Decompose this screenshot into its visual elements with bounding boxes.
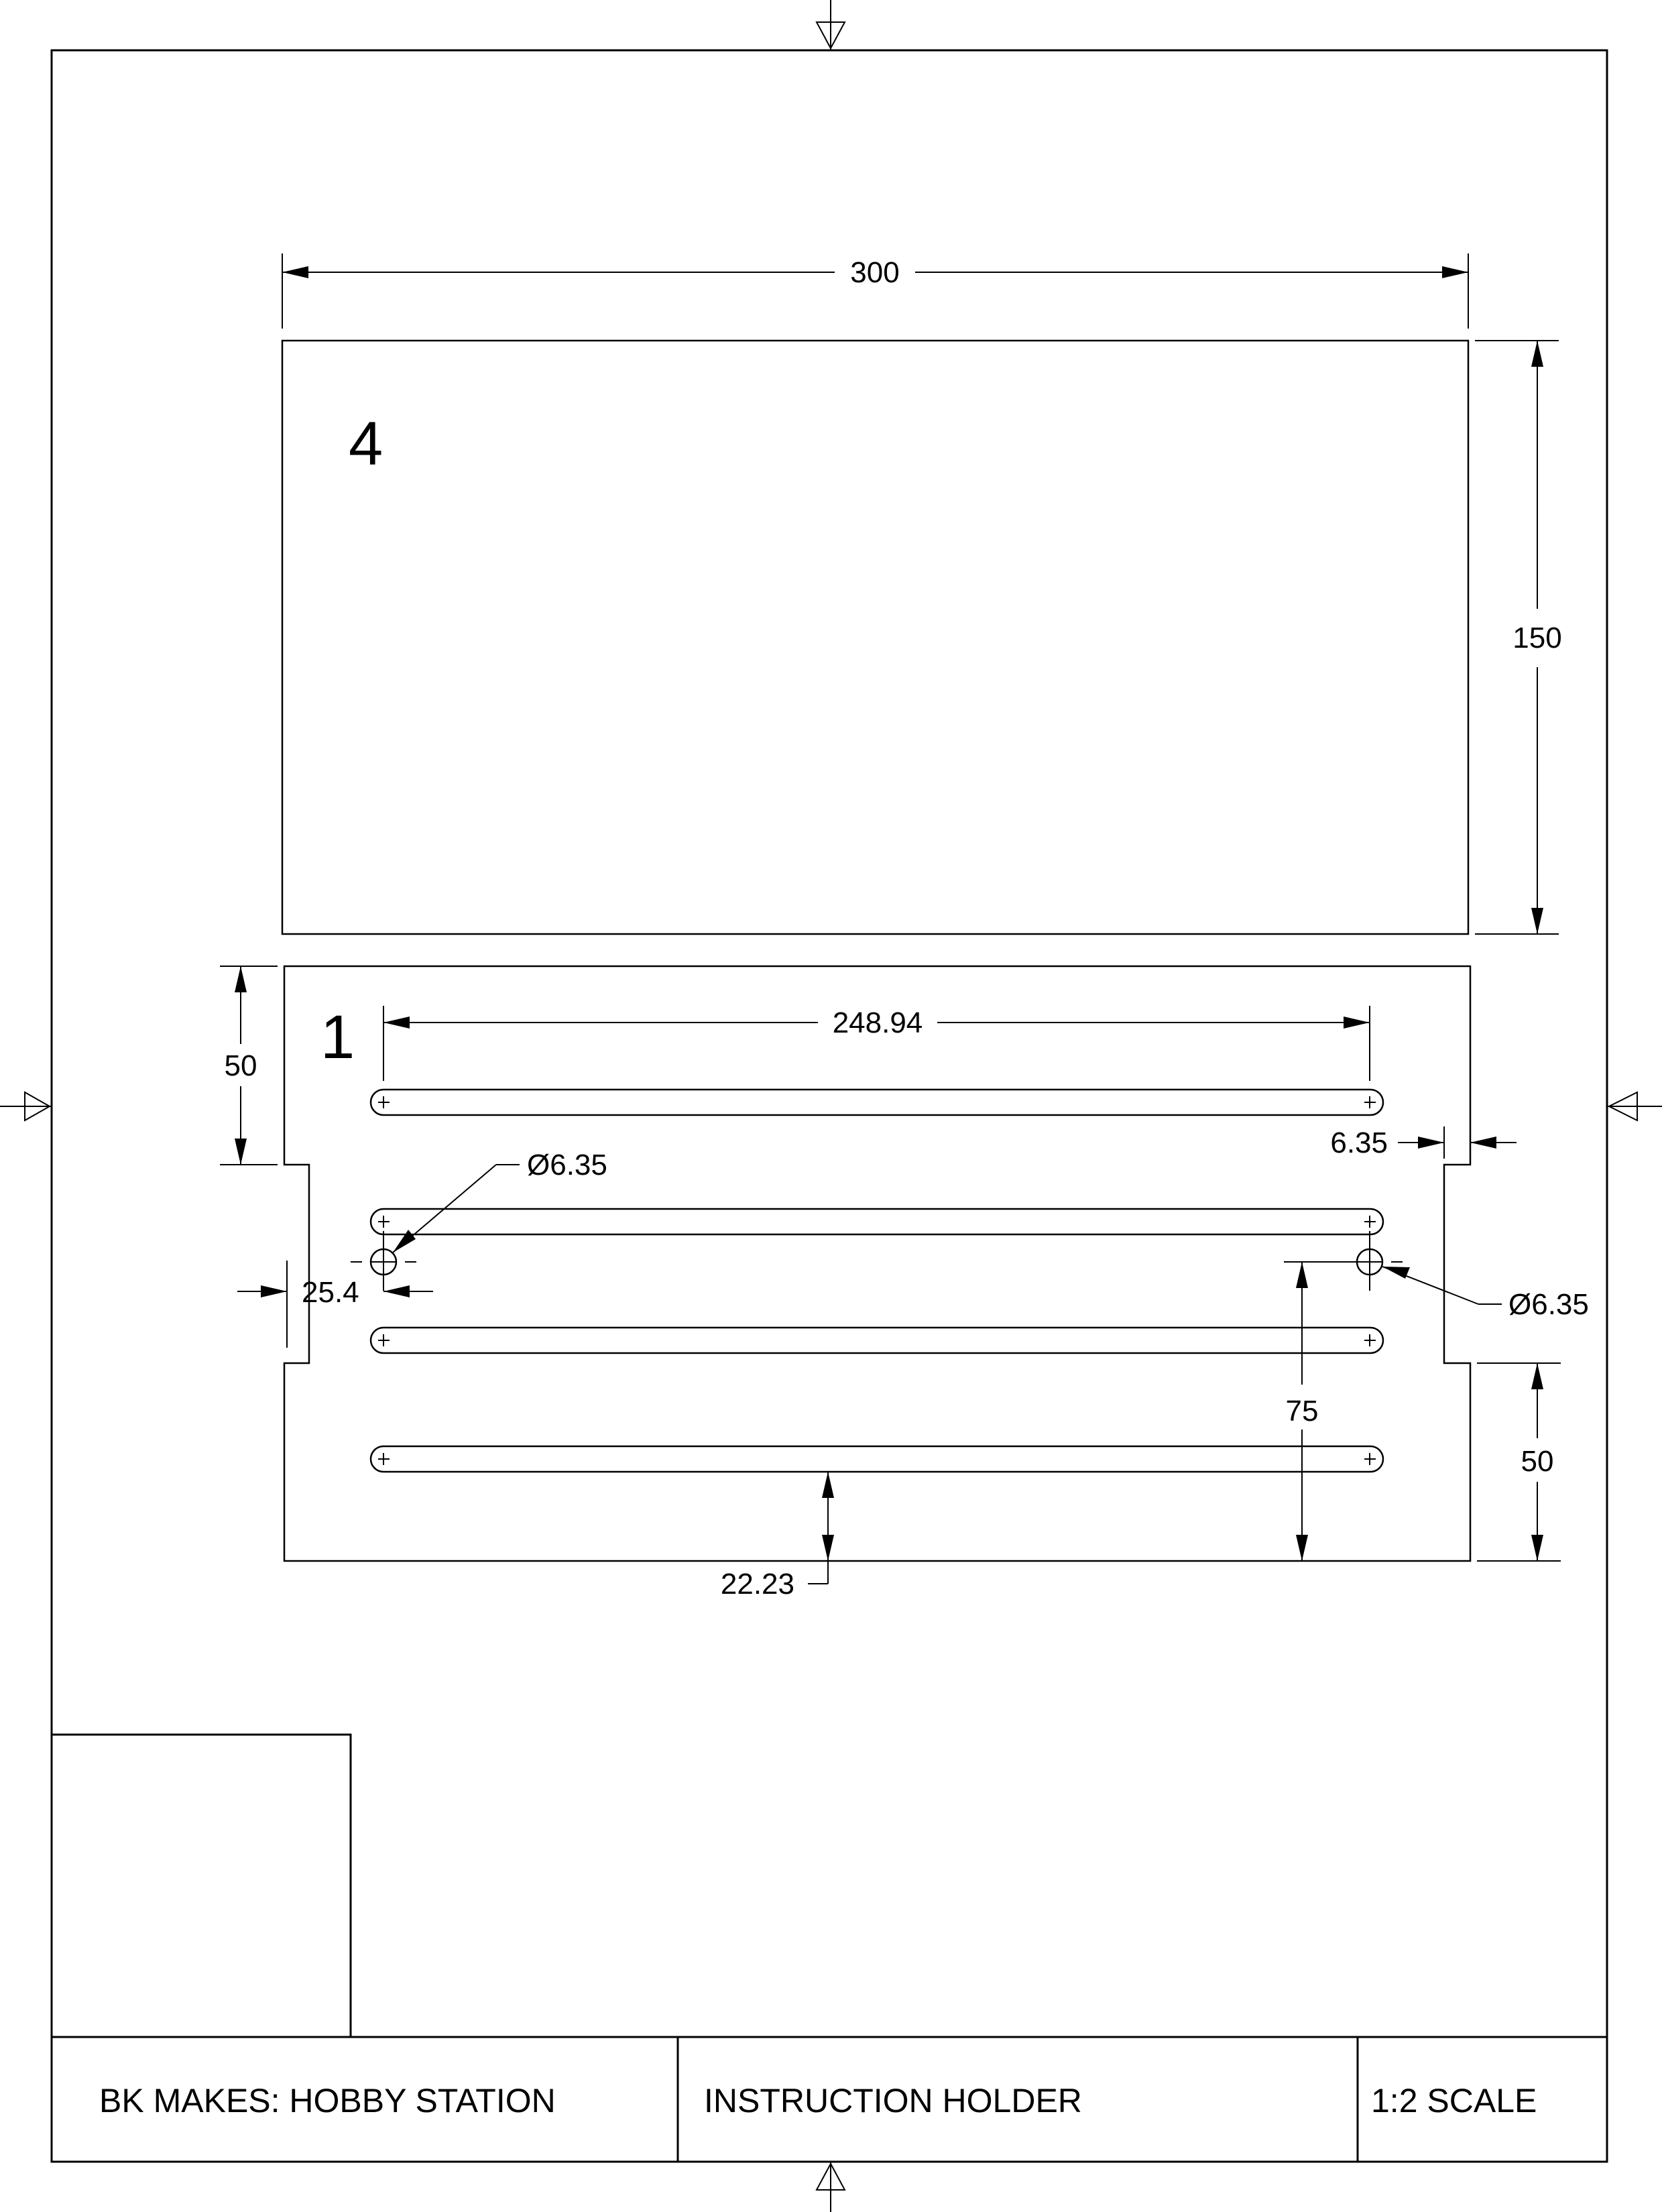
dimension-slot-length-label: 248.94 bbox=[832, 1006, 923, 1039]
leader-hole-right bbox=[1382, 1267, 1589, 1321]
leader-hole-right-label: Ø6.35 bbox=[1508, 1288, 1589, 1321]
slot-1 bbox=[371, 1090, 1383, 1115]
dimension-slot-length bbox=[383, 1006, 1370, 1081]
dimension-top-height-label: 50 bbox=[224, 1049, 257, 1082]
dimension-part4-width bbox=[282, 253, 1468, 329]
part-1-number: 1 bbox=[320, 1003, 355, 1071]
dimension-notch-right bbox=[1330, 1126, 1517, 1159]
part-4 bbox=[282, 253, 1562, 934]
dimension-notch-right-label: 6.35 bbox=[1330, 1126, 1388, 1159]
title-part-name: INSTRUCTION HOLDER bbox=[704, 2082, 1082, 2119]
dimension-top-height bbox=[220, 966, 278, 1165]
leader-hole-left-label: Ø6.35 bbox=[527, 1149, 607, 1181]
dimension-hole-height-label: 75 bbox=[1285, 1395, 1319, 1428]
dimension-notch-left-label: 25.4 bbox=[302, 1276, 359, 1309]
title-project: BK MAKES: HOBBY STATION bbox=[99, 2082, 556, 2119]
dimension-part4-height-label: 150 bbox=[1512, 622, 1562, 654]
slot-2 bbox=[371, 1209, 1383, 1234]
revision-box bbox=[52, 1735, 351, 2037]
part-1 bbox=[220, 966, 1589, 1600]
dimension-part4-height bbox=[1475, 341, 1562, 934]
dimension-bottom-height-label: 50 bbox=[1521, 1445, 1554, 1478]
part-4-number: 4 bbox=[349, 410, 383, 478]
dimension-bottom-height bbox=[1477, 1363, 1561, 1561]
center-mark-right bbox=[1607, 1092, 1662, 1120]
slot-3 bbox=[371, 1328, 1383, 1353]
center-mark-bottom bbox=[817, 2162, 845, 2212]
title-scale: 1:2 SCALE bbox=[1371, 2082, 1537, 2119]
dimension-notch-left bbox=[237, 1261, 433, 1348]
center-mark-left bbox=[0, 1092, 52, 1120]
center-mark-top bbox=[817, 0, 845, 50]
slot-4 bbox=[371, 1446, 1383, 1472]
part-4-outline bbox=[282, 341, 1468, 934]
title-block bbox=[52, 1735, 1607, 2162]
dimension-hole-height bbox=[1284, 1262, 1357, 1561]
hole-right bbox=[1337, 1231, 1403, 1291]
dimension-slot-offset-label: 22.23 bbox=[720, 1568, 794, 1600]
dimension-part4-width-label: 300 bbox=[850, 256, 900, 289]
leader-hole-left bbox=[393, 1149, 607, 1253]
dimension-slot-offset bbox=[721, 1472, 834, 1600]
